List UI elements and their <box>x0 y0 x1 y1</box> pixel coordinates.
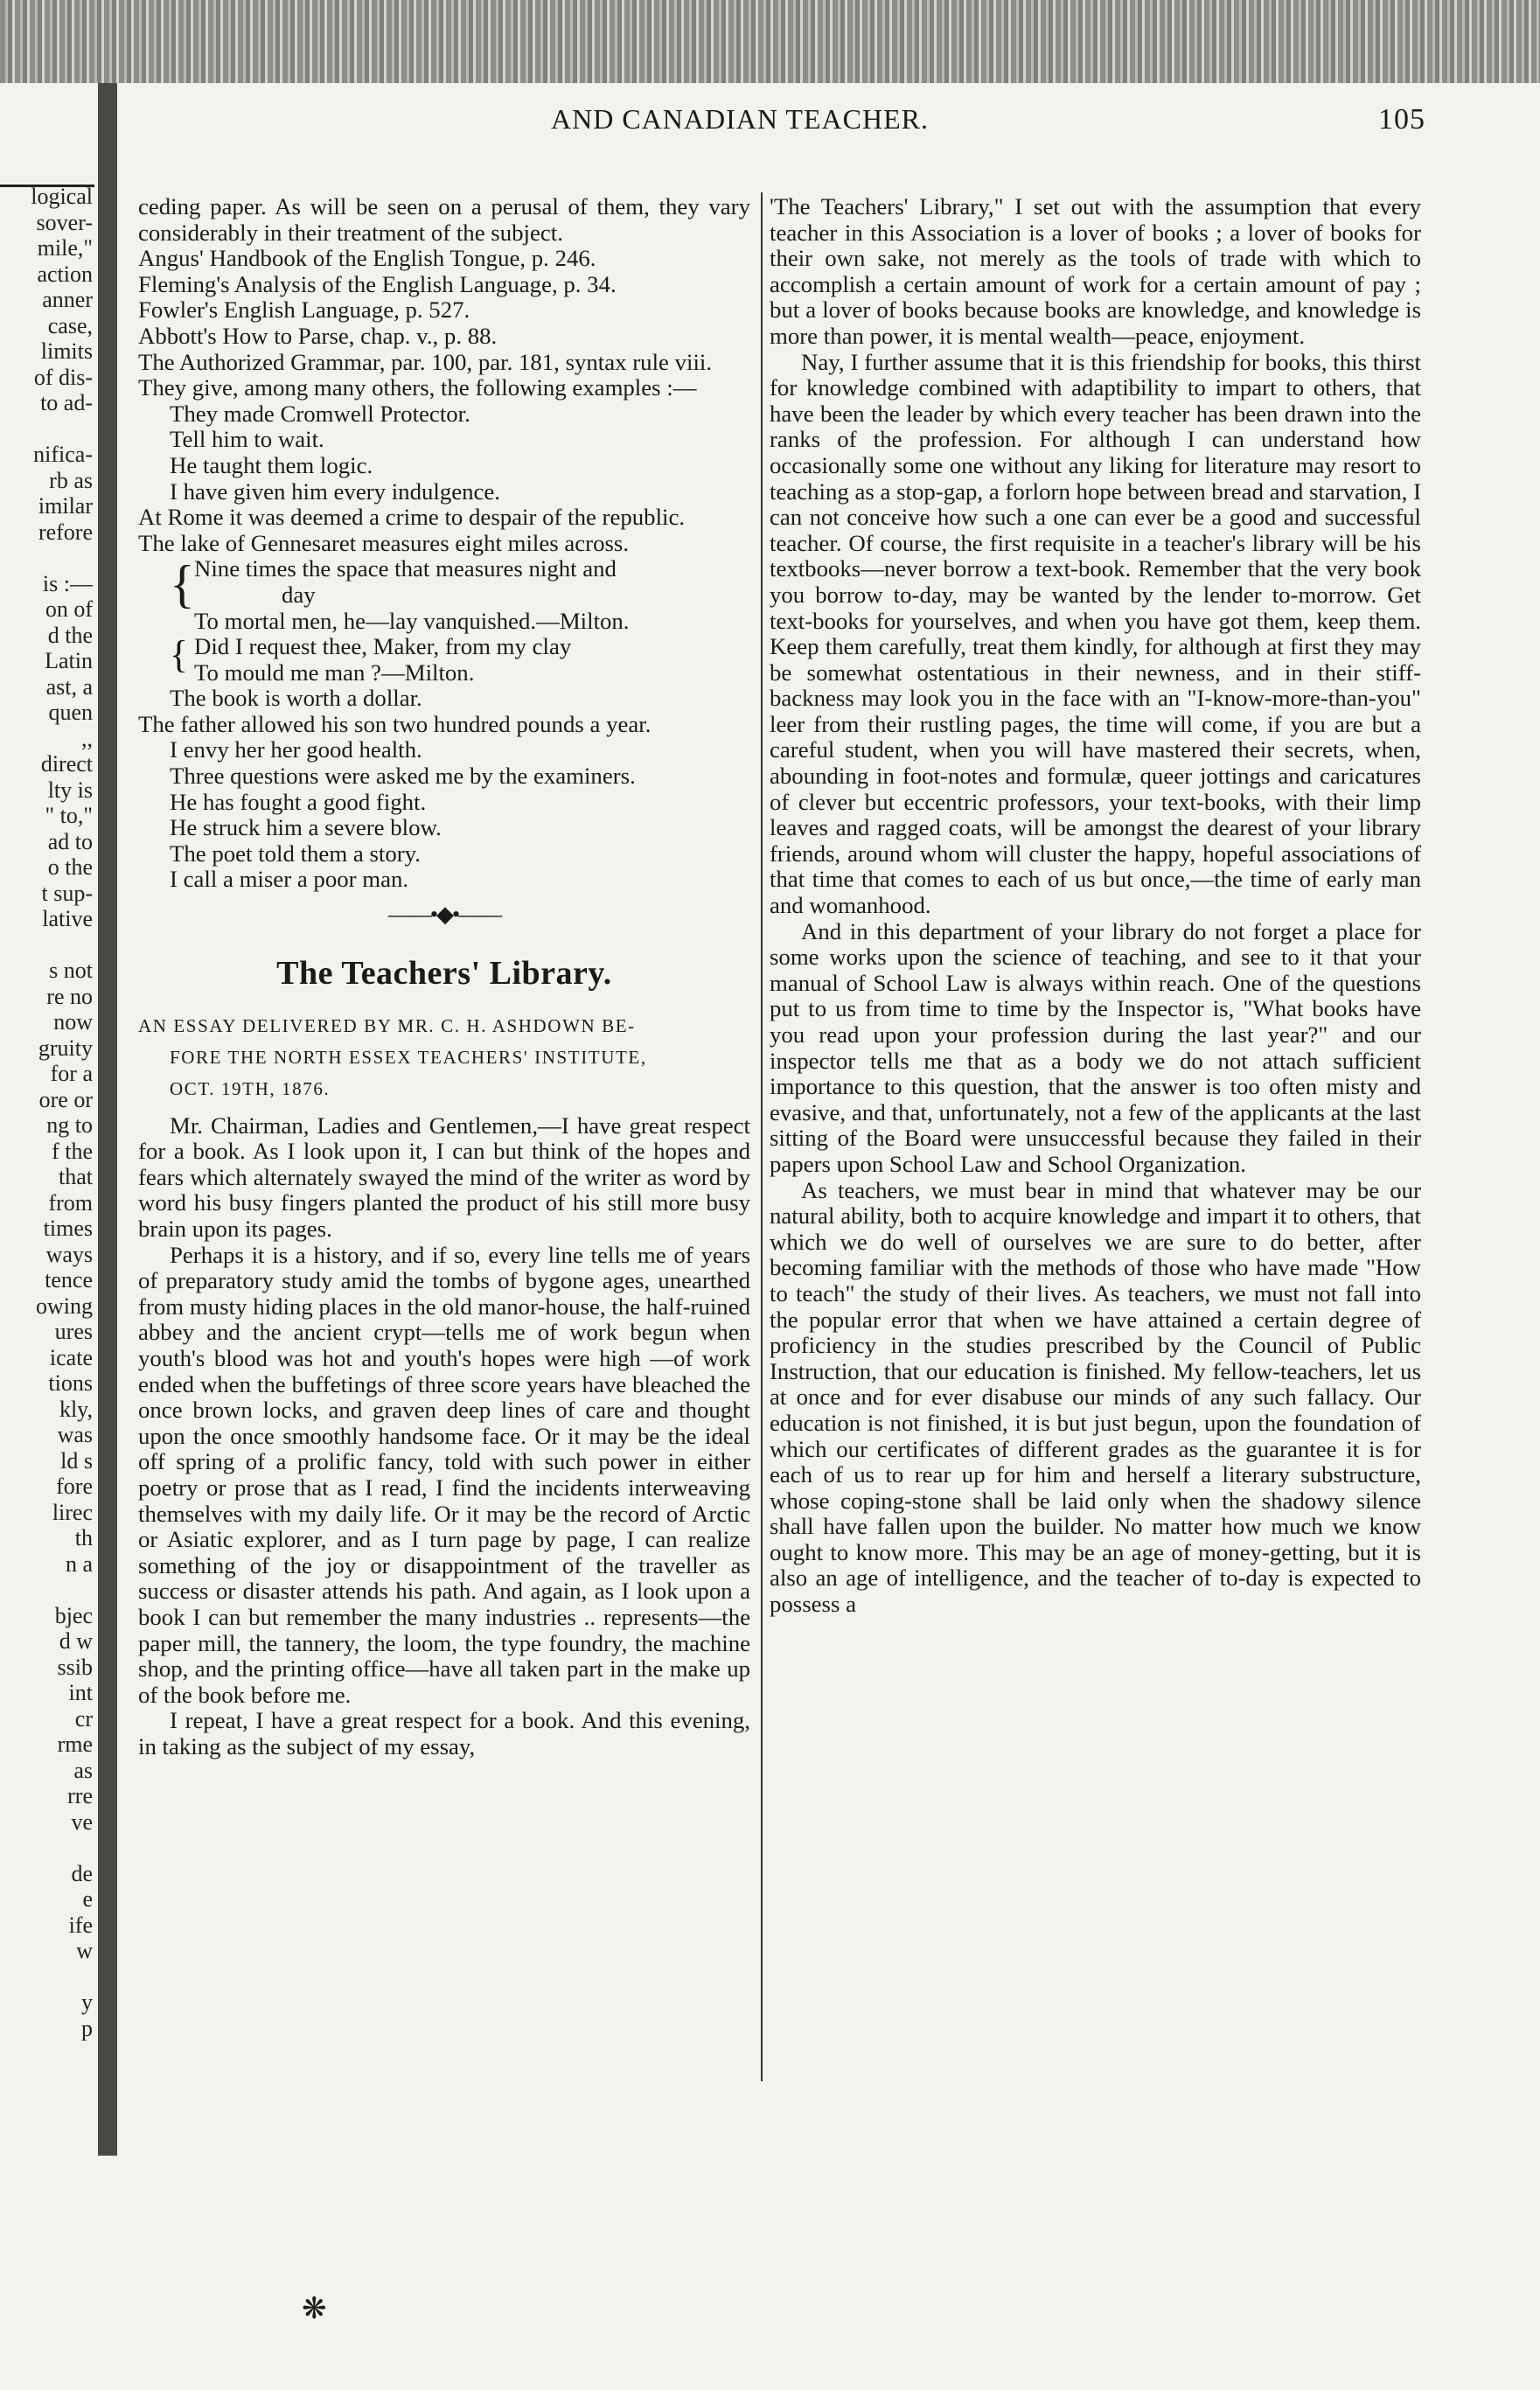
bleed-line: logical <box>31 184 93 209</box>
ref-item: Fowler's English Language, p. 527. <box>138 296 470 324</box>
poem-quote-1 <box>170 556 750 634</box>
bleed-line: ld s <box>60 1447 93 1474</box>
poem-line: Did I request thee, Maker, from my clay <box>194 633 572 660</box>
example-sentence: Tell him to wait. <box>170 426 324 453</box>
poem-line: To mortal men, he—lay vanquished.—Milton. <box>194 607 630 634</box>
bleed-line: action <box>37 261 93 287</box>
bleed-line: that <box>59 1164 93 1189</box>
left-column <box>138 194 750 1759</box>
bleed-line: f the <box>52 1138 93 1164</box>
bleed-line: int <box>68 1680 93 1705</box>
example-sentence: The book is worth a dollar. <box>170 685 422 712</box>
body-paragraph: 'The Teachers' Library," I set out with the assumption that every teacher in this Association is a lover of books ; a lover of books for their own sake, not merely as the tools of trade with which to accomplish a certain amount of work for a certain amount of pay ; but a lover of books because books are knowledge, and knowledge is more than power, it is mental wealth—peace, enjoyment. <box>770 193 1421 349</box>
bleed-line: on of <box>45 596 93 622</box>
byline-line: OCT. 19TH, 1876. <box>170 1077 331 1099</box>
bleed-line <box>0 1577 98 1603</box>
bleed-line: ng to <box>46 1112 93 1138</box>
bleed-line: case, <box>47 312 93 338</box>
bleed-line: ore or <box>38 1086 93 1112</box>
poem-line: Nine times the space that measures night and <box>194 555 617 582</box>
bleed-line: ad to <box>47 828 93 854</box>
bleed-line: ures <box>54 1319 93 1344</box>
bleed-line: de <box>71 1860 93 1886</box>
column-divider <box>761 192 763 2081</box>
scan-edge-band <box>0 0 1540 83</box>
bleed-line: ssib <box>57 1654 93 1680</box>
bleed-line: times <box>43 1216 93 1241</box>
running-header <box>122 103 1425 147</box>
intro-text: ceding paper. As will be seen on a perusal of them, they vary considerably in their treatment of the subject. <box>138 193 750 246</box>
bleed-line: for a <box>50 1061 93 1086</box>
example-sentence: I have given him every indulgence. <box>170 477 500 505</box>
example-sentence: At Rome it was deemed a crime to despair of the republic. <box>138 504 686 531</box>
bleed-line: ve <box>71 1808 93 1835</box>
example-sentence: The poet told them a story. <box>170 840 422 867</box>
brace-icon: { <box>170 555 195 614</box>
bleed-line: rme <box>57 1732 93 1757</box>
ref-item: Abbott's How to Parse, chap. v., p. 88. <box>138 322 498 349</box>
bleed-line: as <box>73 1757 93 1783</box>
bleed-line: tence <box>45 1267 93 1293</box>
bleed-line: to ad- <box>40 390 93 415</box>
bleed-line: mile," <box>37 235 93 261</box>
bleed-line: lirec <box>52 1499 93 1525</box>
bleed-line <box>0 1835 98 1861</box>
bleed-line: w <box>76 1938 93 1963</box>
bleed-line: was <box>57 1422 93 1447</box>
bleed-line <box>0 932 98 958</box>
bleed-line: from <box>48 1189 93 1216</box>
bleed-line: th <box>74 1525 93 1550</box>
poem-quote-2 <box>170 634 750 686</box>
poem-line: day <box>282 581 316 608</box>
poem-line: To mould me man ?—Milton. <box>194 658 475 686</box>
body-paragraph: As teachers, we must bear in mind that whatever may be our natural ability, both to acquire knowledge and impart it to others, that which we do well of ourselves we are sure to do better, after becoming familiar with the methods of those who have made "How to teach" the study of their lives. As teachers, we must not fall into the popular error that when we have attained a certain degree of proficiency in the studies prescribed by the Council of Public Instruction, that our education is finished. My fellow-teachers, let us at once and for ever disabuse our minds of any such fallacy. Our education is not finished, it is but just begun, upon the foundation of which our certificates of different grades as the guarantee it is for each of us to rear up for him and herself a literary substructure, whose coping-stone shall be laid only when the shadowy silence shall have fallen upon the builder. No matter how much we know ought to know more. This may be an age of money-getting, but it is also an age of intelligence, and the teacher of to-day is expected to possess a <box>770 1176 1421 1618</box>
bleed-line: gruity <box>38 1035 93 1061</box>
bleed-line: limits <box>40 338 93 364</box>
body-paragraph: I repeat, I have a great respect for a book. And this evening, in taking as the subject of my essay, <box>138 1707 750 1759</box>
brace-icon: { <box>170 633 189 677</box>
bleed-line: icate <box>49 1344 93 1370</box>
footer-mark: ❋ <box>302 2293 327 2325</box>
adjacent-page-bleed <box>0 184 98 2160</box>
bleed-line <box>0 545 98 571</box>
bleed-line: p <box>81 2015 93 2041</box>
example-sentence: Three questions were asked me by the examiners. <box>170 763 636 790</box>
running-title: AND CANADIAN TEACHER. <box>551 103 929 135</box>
examples-intro: They give, among many others, the following examples :— <box>138 374 697 401</box>
bleed-line <box>0 416 98 442</box>
body-paragraph: And in this department of your library do not forget a place for some works upon the science of teaching, and see to it that your manual of School Law is always within reach. One of the questions put to us from time to time by the Inspector is, "What books have you read upon your profession during the last year?" and our inspector tells me that as a body we do not attach sufficient importance to this question, that the answer is too often misty and evasive, and that, unfortunately, not a few of the applicants at the last sitting of the Board were unsuccessful because they failed in their papers upon School Law and School Organization. <box>770 917 1421 1177</box>
bleed-line: rre <box>67 1783 93 1808</box>
bleed-line: lty is <box>47 777 93 803</box>
bleed-line: o the <box>47 854 93 880</box>
bleed-line: lative <box>42 906 93 931</box>
bleed-line: fore <box>56 1474 93 1499</box>
ref-item: The Authorized Grammar, par. 100, par. 181, syntax rule viii. <box>138 348 713 375</box>
page-number: 105 <box>1378 103 1425 136</box>
bleed-line: ast, a <box>45 673 93 700</box>
bleed-line: e <box>82 1886 93 1912</box>
example-sentence: The father allowed his son two hundred pounds a year. <box>138 710 652 737</box>
bleed-line: ife <box>68 1912 93 1938</box>
bleed-line: " to," <box>45 803 93 828</box>
bleed-line: rb as <box>49 467 93 493</box>
example-sentence: I envy her her good health. <box>170 736 422 763</box>
bleed-line: Latin <box>45 648 93 673</box>
bleed-line: bjec <box>54 1602 93 1628</box>
example-sentence: I call a miser a poor man. <box>170 866 409 893</box>
bleed-line: is :— <box>42 570 93 596</box>
bleed-line: ways <box>45 1241 93 1267</box>
bleed-line: refore <box>38 519 93 545</box>
bleed-line: kly, <box>59 1396 93 1422</box>
bleed-line: y <box>81 1989 93 2015</box>
example-sentence: They made Cromwell Protector. <box>170 400 470 427</box>
bleed-line: imilar <box>38 493 93 519</box>
section-title: The Teachers' Library. <box>276 954 612 992</box>
bleed-line: re no <box>46 983 93 1009</box>
example-sentence: He struck him a severe blow. <box>170 814 442 841</box>
bleed-line: of dis- <box>33 364 93 390</box>
bleed-line: d the <box>47 622 93 648</box>
bleed-line: direct <box>40 751 93 777</box>
bleed-line: owing <box>36 1293 93 1319</box>
bleed-line: n a <box>65 1550 93 1577</box>
ref-item: Fleming's Analysis of the English Language, p. 34. <box>138 270 617 297</box>
bleed-line: quen <box>48 700 93 725</box>
ref-item: Angus' Handbook of the English Tongue, p. 246. <box>138 245 596 272</box>
right-column <box>770 194 1421 1618</box>
bleed-line: anner <box>42 287 93 312</box>
example-sentence: He taught them logic. <box>170 451 373 478</box>
bleed-line: d w <box>59 1628 93 1654</box>
bleed-line: sover- <box>36 209 93 235</box>
body-paragraph: Perhaps it is a history, and if so, every line tells me of years of preparatory study amid the tombs of bygone ages, unearthed from musty hiding places in the old manor-house, the half-ruined abbey and the ancient crypt—tells me of work begun when youth's blood was hot and youth's hopes were high —of work ended when the buffetings of three score years have bleached the once brown locks, and graven deep lines of care and thought upon the once smoothly handsome face. Or it may be the ideal off spring of a prolific fancy, told with such power in either poetry or prose that as I read, I find the incidents interweaving themselves with my daily life. Or it may be the record of Arctic or Asiatic explorer, and as I turn page by page, I can realize something of the joy or disappointment of the traveller as success or disaster attends his path. And again, as I look upon a book I can but remember the many industries .. represents—the paper mill, the tannery, the loom, the type foundry, the machine shop, and the printing office—have all taken part in the make up of the book before me. <box>138 1241 750 1708</box>
bleed-line: s not <box>49 958 93 983</box>
body-paragraph: Nay, I further assume that it is this friendship for books, this thirst for knowledge combined with adaptibility to impart to others, that have been the leader by which every teacher has been drawn into the ranks of the profession. For although I can understand how occasionally some one without any liking for literature may resort to teaching as a stop-gap, a forlorn hope between bread and starvation, I can not conceive how such a one can ever be a good and successful teacher. Of course, the first requisite in a teacher's library will be his textbooks—never borrow a text-book. Remember that the very book you borrow to-day, may be wanted by the lender to-morrow. Get text-books for yourselves, and when you have got them, keep them. Keep them carefully, treat them kindly, for although at first they may be somewhat ostentatious in their newness, and in their stiff-backness may look you in the face with an "I-know-more-than-you" leer from their rustling pages, the time will come, if you are but a careful student, when you will have mastered their secrets, when, abounding in foot-notes and formulæ, queer jottings and caricatures of clever but eccentric professors, your text-books, with their limp leaves and ragged coats, will be amongst the dearest of your library friends, around whom will cluster the happy, hopeful associations of that time that comes to each of us but once,—the time of early man and womanhood. <box>770 348 1421 919</box>
bleed-line: t sup- <box>41 880 93 906</box>
example-sentence: He has fought a good fight. <box>170 788 427 815</box>
bleed-line <box>0 1964 98 1990</box>
byline-line: FORE THE NORTH ESSEX TEACHERS' INSTITUTE, <box>170 1046 647 1068</box>
example-sentence: The lake of Gennesaret measures eight miles across. <box>138 529 630 556</box>
bleed-line: nifica- <box>33 442 93 467</box>
body-paragraph: Mr. Chairman, Ladies and Gentlemen,—I have great respect for a book. As I look upon it, I can but think of the hopes and fears which alternately swayed the mind of the writer as word by word his busy fingers planted the product of his still more busy brain upon its pages. <box>138 1111 750 1242</box>
bleed-line: tions <box>48 1370 93 1396</box>
bleed-line: cr <box>74 1705 93 1732</box>
binding-gutter <box>98 83 117 2156</box>
bleed-line: now <box>53 1009 93 1035</box>
essay-byline <box>138 1010 750 1104</box>
section-ornament: ——•◆•—— <box>387 902 501 928</box>
bleed-line: ,, <box>81 725 93 751</box>
byline-line: AN ESSAY DELIVERED BY MR. C. H. ASHDOWN BE- <box>138 1014 636 1036</box>
